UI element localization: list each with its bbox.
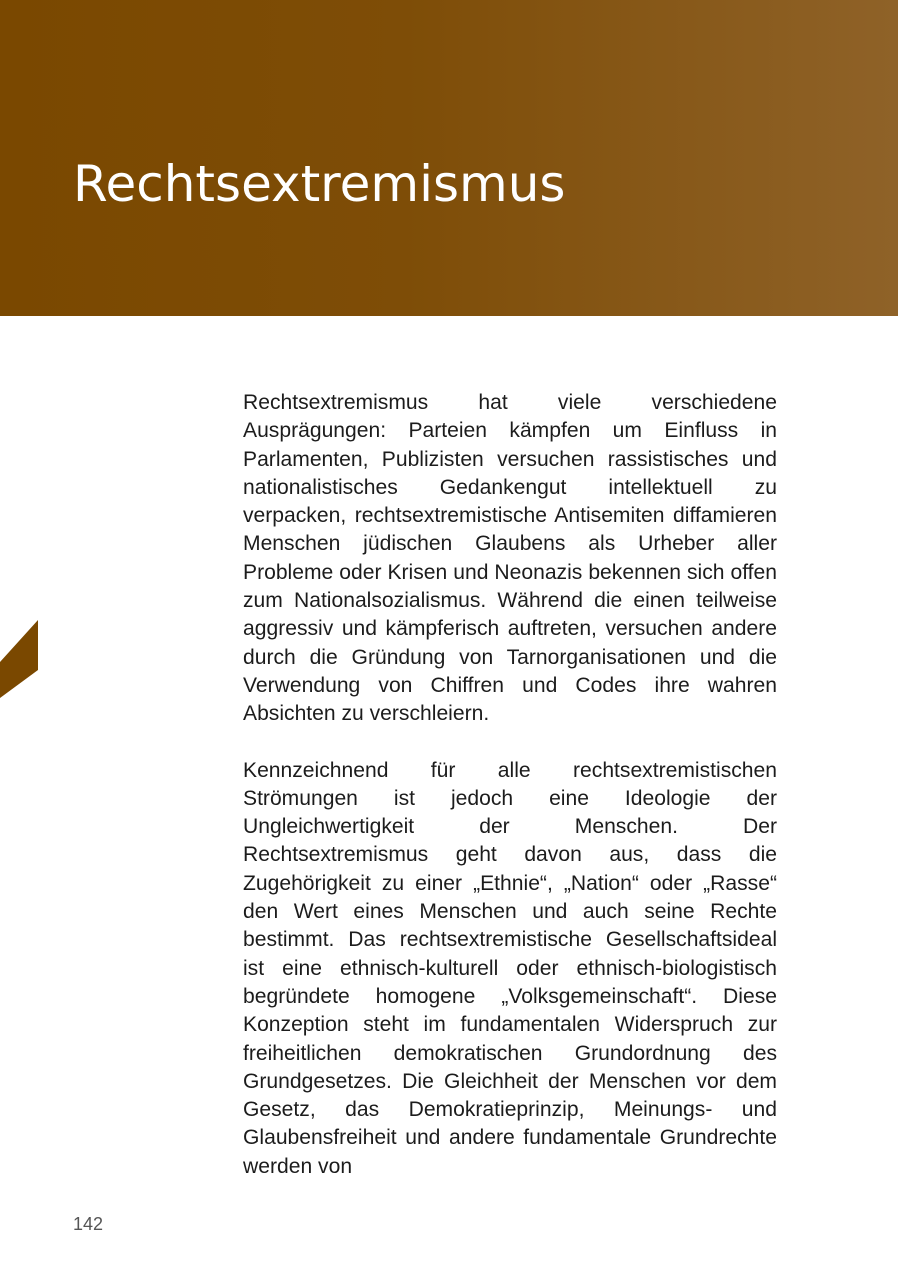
- paragraph: Kennzeichnend für alle rechtsextremistischen Strömungen ist jedoch eine Ideologie der Ungleichwertigkeit der Menschen. Der Rechtsextremismus geht davon aus, dass die Zugehörigkeit zu einer „Ethnie“, „Nation“ oder „Rasse“ den Wert eines Menschen und auch seine Rechte bestimmt. Das rechtsextremistische Gesellschaftsideal ist eine ethnisch-kulturell oder ethnisch-biologistisch begründete homogene „Volksgemeinschaft“. Diese Konzeption steht im fundamentalen Widerspruch zur freiheitlichen demokratischen Grundordnung des Grundgesetzes. Die Gleichheit der Menschen vor dem Gesetz, das Demokratieprinzip, Meinungs- und Glaubensfreiheit und andere fundamentale Grundrechte werden von: [243, 758, 777, 1178]
- paragraph: Rechtsextremismus hat viele verschiedene Ausprägungen: Parteien kämpfen um Einfluss in Parlamenten, Publizisten versuchen rassistisches und nationalistisches Gedankengut intellektuell zu verpacken, rechtsextremistische Antisemiten diffamieren Menschen jüdischen Glaubens als Urheber aller Probleme oder Krisen und Neonazis bekennen sich offen zum Nationalsozialismus. Während die einen teilweise aggressiv und kämpferisch auftreten, versuchen andere durch die Gründung von Tarnorganisationen und die Verwendung von Chiffren und Codes ihre wahren Absichten zu verschleiern.: [243, 391, 777, 726]
- chapter-header-band: [0, 0, 898, 316]
- chapter-title: Rechtsextremismus: [73, 155, 566, 213]
- page-number: 142: [73, 1214, 104, 1234]
- body-text: [243, 389, 777, 1209]
- chapter-marker-icon: [0, 620, 38, 698]
